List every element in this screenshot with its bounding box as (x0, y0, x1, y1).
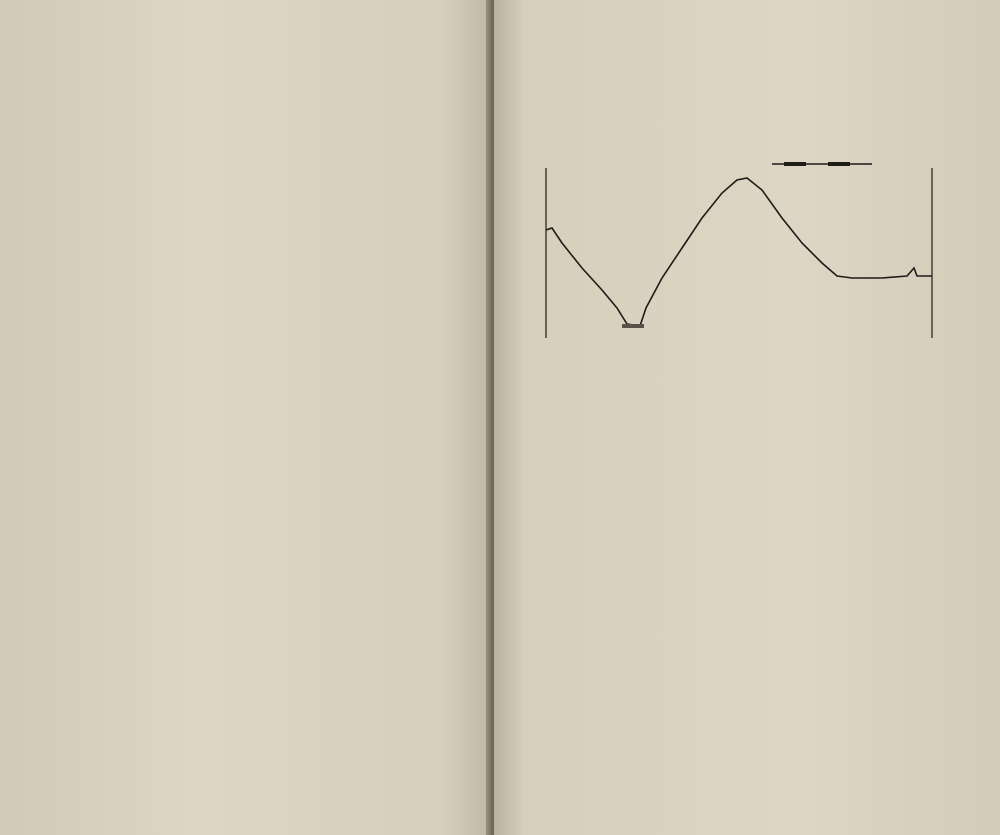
river-channel (622, 324, 644, 328)
terrain-profile (546, 178, 932, 326)
scale-bar (772, 162, 872, 166)
dam-profile-diagram (522, 148, 964, 348)
figure-dam-site-scheme (522, 148, 964, 348)
right-page-bottom-text (518, 445, 964, 459)
left-page (0, 0, 492, 835)
right-page (494, 0, 1000, 835)
